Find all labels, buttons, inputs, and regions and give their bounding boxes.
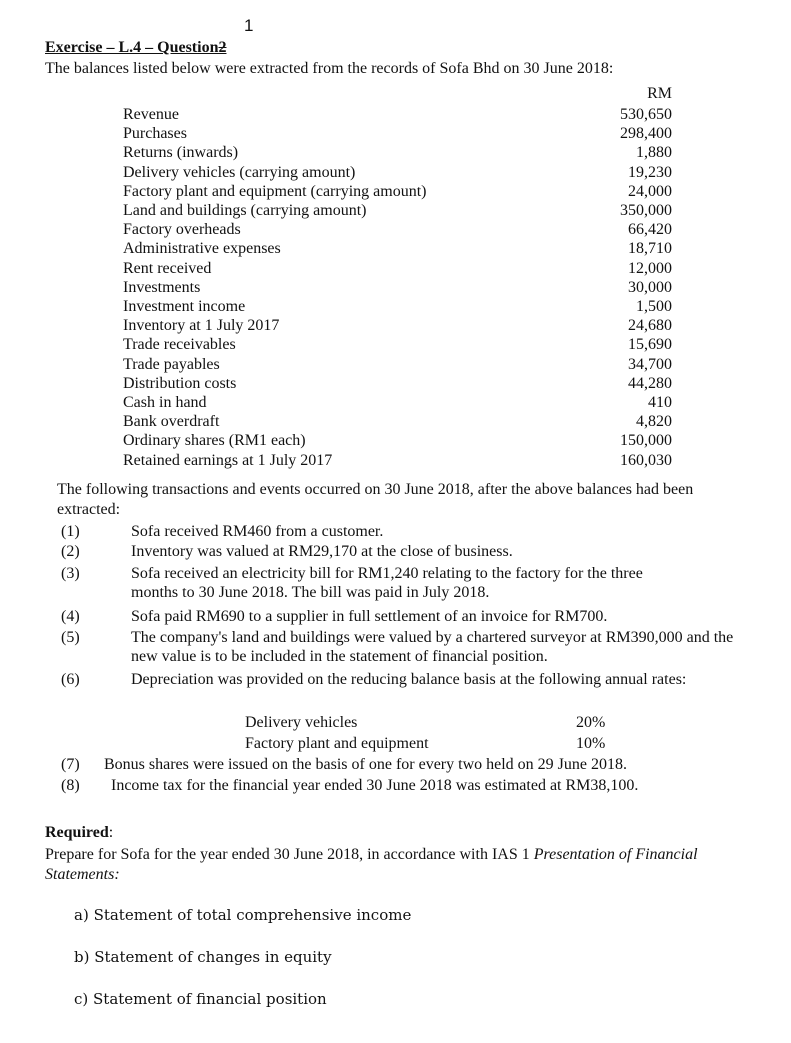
balance-amount: 410 [648, 394, 672, 411]
list-item [0, 607, 791, 627]
balance-label: Trade receivables [123, 336, 236, 354]
currency-header: RM [647, 85, 672, 102]
balance-amount: 66,420 [628, 221, 672, 239]
table-row [0, 220, 791, 239]
balance-label: Cash in hand [123, 394, 207, 411]
item-number: (8) [61, 777, 80, 794]
required-text-italic: Presentation of Financial Statements: [45, 846, 698, 883]
table-row [0, 374, 791, 393]
list-item [0, 776, 791, 796]
rate-asset-label: Delivery vehicles [245, 714, 358, 731]
heading-prefix: Exercise – L.4 – Question [45, 39, 219, 56]
item-text: The company's land and buildings were valued by a chartered surveyor at RM390,000 and the new value is to be included in the statement of financial position. [131, 629, 734, 665]
balance-label: Factory overheads [123, 221, 241, 239]
required-item-c: c) Statement of financial position [74, 990, 327, 1008]
required-label: Required [45, 824, 109, 841]
table-row [0, 105, 791, 124]
balance-label: Trade payables [123, 355, 220, 373]
heading-struck-number: 2 [218, 39, 227, 56]
balance-label: Ordinary shares (RM1 each) [123, 432, 306, 450]
table-row [0, 124, 791, 143]
item-text: Income tax for the financial year ended 30 June 2018 was estimated at RM38,100. [111, 777, 639, 794]
item-number: (5) [61, 629, 80, 646]
item-text: Sofa received an electricity bill for RM1,240 relating to the factory for the three months to 30 June 2018. The bill was paid in July 2018. [131, 565, 643, 601]
table-row [0, 451, 791, 470]
list-item [0, 542, 791, 562]
balance-amount: 30,000 [628, 278, 672, 296]
table-row [0, 201, 791, 220]
item-text: Sofa received RM460 from a customer. [131, 523, 384, 540]
required-item-b: b) Statement of changes in equity [74, 948, 332, 966]
item-number: (1) [61, 523, 80, 540]
balance-amount: 44,280 [628, 374, 672, 392]
rate-value: 20% [576, 714, 606, 731]
list-item [0, 670, 791, 710]
table-row [0, 355, 791, 374]
balance-amount: 350,000 [620, 202, 672, 219]
list-item [0, 564, 791, 604]
item-number: (2) [61, 543, 80, 560]
balance-amount: 24,680 [628, 317, 672, 335]
balance-amount: 150,000 [620, 432, 672, 450]
balance-amount: 530,650 [620, 106, 672, 123]
balance-label: Investment income [123, 298, 246, 315]
balance-label: Investments [123, 278, 201, 296]
balance-label: Inventory at 1 July 2017 [123, 317, 280, 335]
page-number: 1 [244, 16, 254, 35]
balance-label: Revenue [123, 106, 179, 123]
balance-amount: 1,880 [636, 144, 672, 162]
balance-label: Distribution costs [123, 374, 237, 392]
table-row [0, 335, 791, 354]
balance-amount: 15,690 [628, 336, 672, 354]
balance-label: Retained earnings at 1 July 2017 [123, 451, 333, 469]
required-colon: : [108, 824, 114, 841]
table-row [0, 143, 791, 162]
rate-value: 10% [576, 735, 606, 752]
balance-amount: 1,500 [636, 298, 672, 315]
table-row [0, 163, 791, 182]
rate-asset-label: Factory plant and equipment [245, 735, 429, 752]
item-number: (4) [61, 608, 80, 625]
item-text: Inventory was valued at RM29,170 at the close of business. [131, 543, 513, 560]
table-row [0, 431, 791, 450]
required-text [45, 845, 745, 885]
list-item [0, 628, 791, 668]
balance-amount: 298,400 [620, 125, 672, 143]
item-text: Bonus shares were issued on the basis of one for every two held on 29 June 2018. [104, 756, 628, 773]
balance-amount: 12,000 [628, 259, 672, 277]
item-number: (3) [61, 565, 80, 582]
balance-label: Administrative expenses [123, 240, 281, 258]
balance-amount: 19,230 [628, 163, 672, 181]
balance-amount: 4,820 [636, 413, 672, 431]
exercise-heading [45, 38, 226, 57]
list-item [0, 755, 791, 775]
table-row [0, 316, 791, 335]
list-item [0, 522, 791, 542]
table-row [0, 412, 791, 431]
item-text: Depreciation was provided on the reducing balance basis at the following annual rates: [131, 671, 687, 688]
table-row [0, 278, 791, 297]
balance-amount: 18,710 [628, 240, 672, 258]
table-row [0, 259, 791, 278]
required-heading [45, 823, 113, 842]
required-text-start: Prepare for Sofa for the year ended 30 June 2018, in accordance with IAS 1 [45, 846, 534, 863]
transactions-intro: The following transactions and events occurred on 30 June 2018, after the above balances had been extracted: [57, 481, 694, 518]
table-row [0, 182, 791, 201]
table-row [0, 239, 791, 258]
item-number: (6) [61, 671, 80, 688]
item-text: Sofa paid RM690 to a supplier in full settlement of an invoice for RM700. [131, 608, 608, 625]
balance-label: Returns (inwards) [123, 144, 239, 162]
balance-amount: 160,030 [620, 451, 672, 469]
balance-label: Purchases [123, 125, 187, 143]
intro-text: The balances listed below were extracted from the records of Sofa Bhd on 30 June 2018: [45, 60, 614, 77]
balance-label: Factory plant and equipment (carrying amount) [123, 182, 427, 200]
balance-label: Delivery vehicles (carrying amount) [123, 163, 356, 181]
balance-label: Rent received [123, 259, 212, 277]
balance-label: Land and buildings (carrying amount) [123, 202, 367, 219]
balance-label: Bank overdraft [123, 413, 220, 431]
item-number: (7) [61, 756, 80, 773]
table-row [0, 393, 791, 412]
balance-amount: 34,700 [628, 355, 672, 373]
required-item-a: a) Statement of total comprehensive income [74, 906, 412, 924]
table-row [0, 297, 791, 316]
balance-amount: 24,000 [628, 182, 672, 200]
